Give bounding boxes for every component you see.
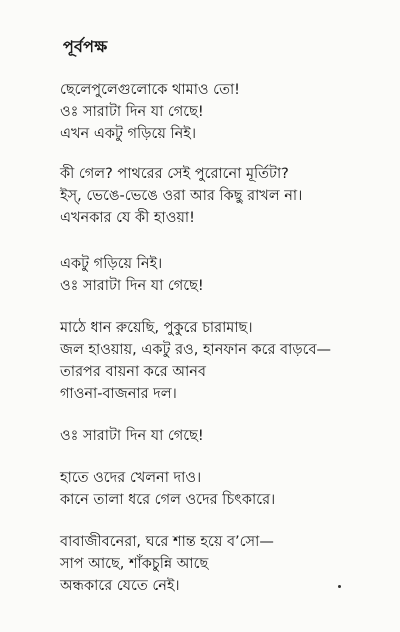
poem-line: কী গেল? পাথরের সেই পুরোনো মূর্তিটা? [60,166,289,182]
poem-line: মাঠে ধান রুয়েছি, পুকুরে চারামাছ। [60,320,253,336]
poem-line: ওঃ সারাটা দিন যা গেছে! [60,104,204,120]
poem-title: পূর্বপক্ষ [63,37,108,56]
poem-line: তারপর বায়না করে আনব [60,364,206,380]
poem-line: সাপ আছে, শাঁকচুন্নি আছে [60,556,209,572]
poem-line: একটু গড়িয়ে নিই। [60,256,163,272]
poem-line: জল হাওয়ায়, একটু রও, হানফান করে বাড়বে— [60,342,332,358]
poem-line: গাওনা-বাজনার দল। [60,386,177,402]
poem-line: এখন একটু গড়িয়ে নিই। [60,126,197,142]
poem-line: ছেলেপুলেগুলোকে থামাও তো! [60,82,240,98]
print-speck [338,585,341,588]
poem-line: হাতে ওদের খেলনা দাও। [60,470,202,486]
poem-line: বাবাজীবনেরা, ঘরে শান্ত হয়ে ব’সো— [60,534,274,550]
poem-line: ওঃ সারাটা দিন যা গেছে! [60,278,204,294]
poem-line: অন্ধকারে যেতে নেই। [60,578,180,594]
poem-line: ইস্‌, ভেঙে-ভেঙে ওরা আর কিছু রাখল না। [60,188,303,204]
poem-line: কানে তালা ধরে গেল ওদের চিৎকারে। [60,492,276,508]
poem-line: এখনকার যে কী হাওয়া! [60,210,195,226]
poem-line: ওঃ সারাটা দিন যা গেছে! [60,428,204,444]
